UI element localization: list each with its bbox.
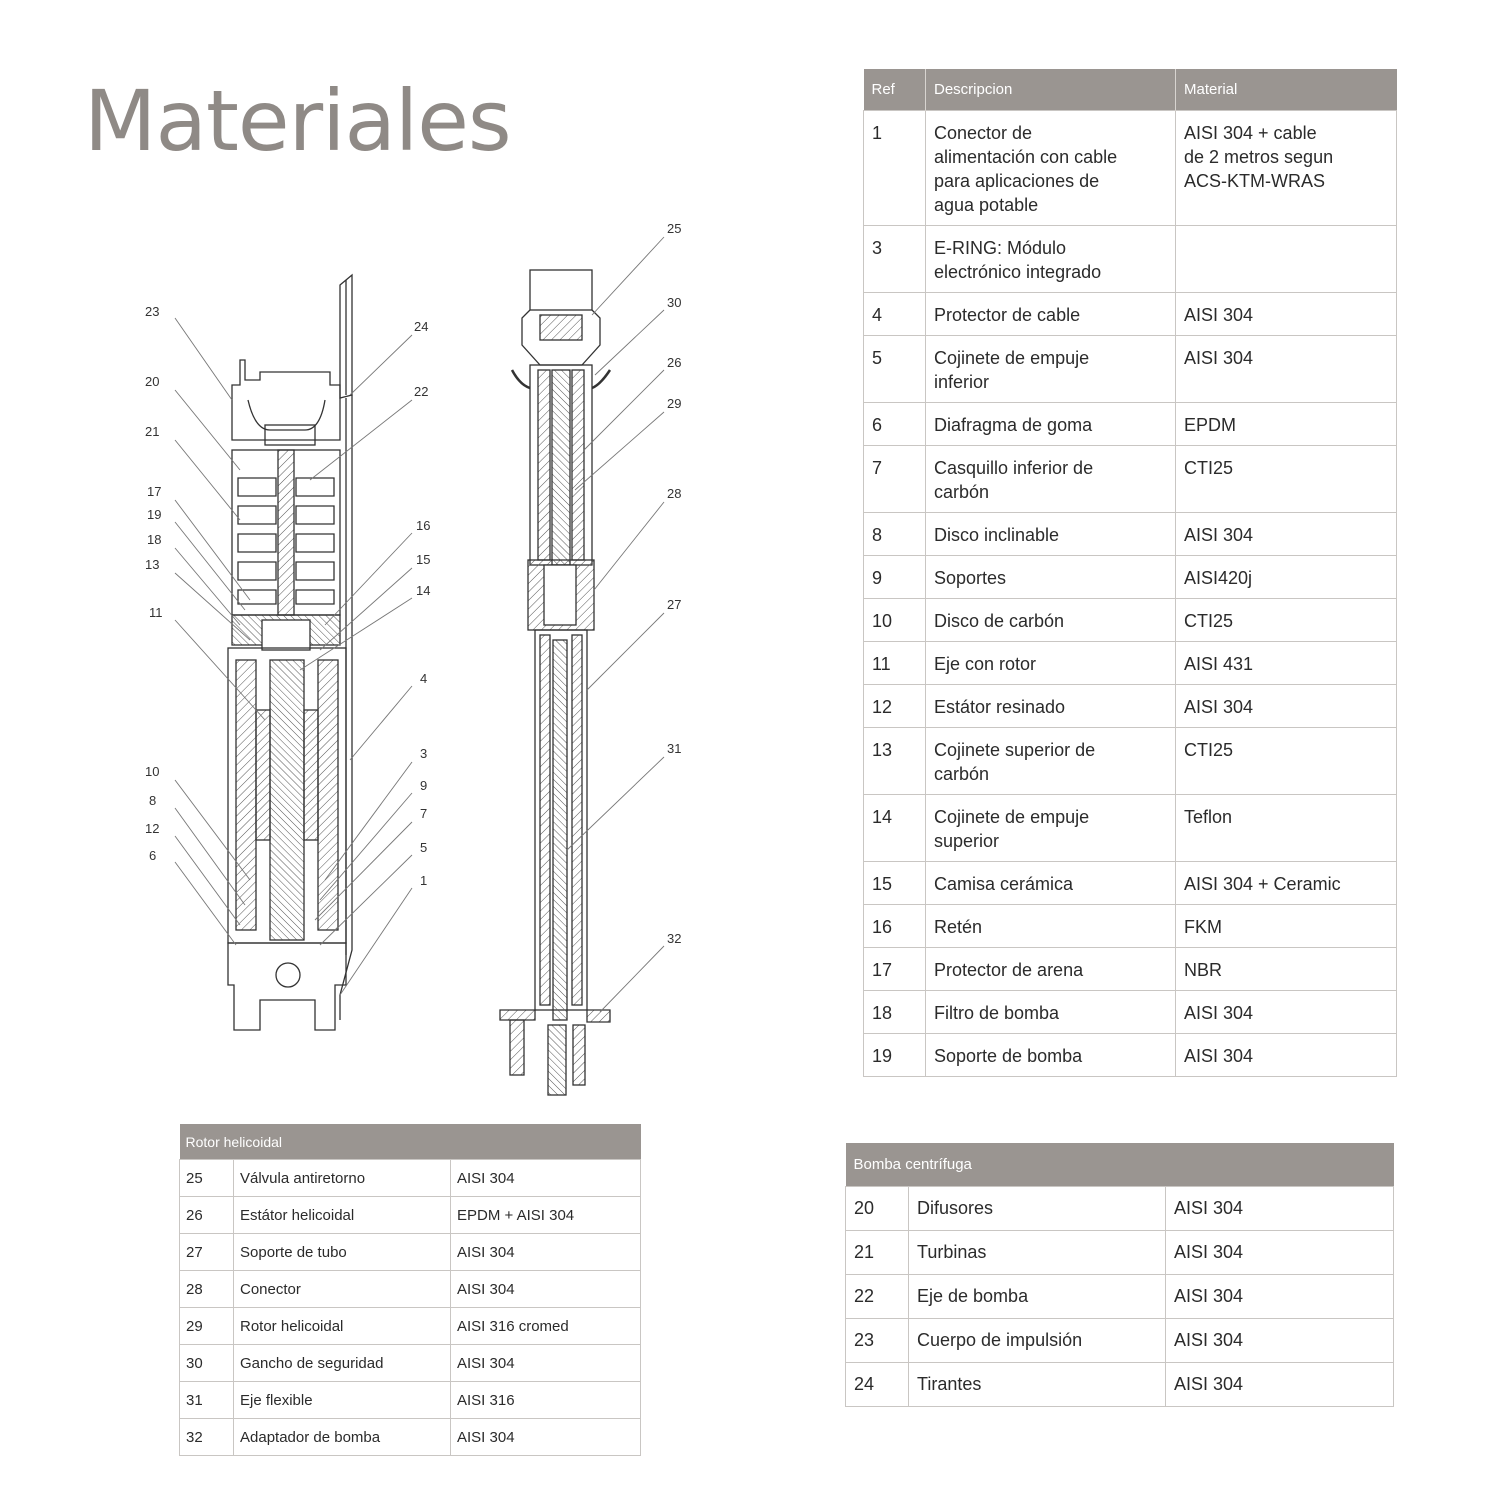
table-row [846,1319,1394,1363]
diagram-label: 17 [147,484,162,499]
cell-desc: Soporte de bomba [926,1034,1176,1077]
cell-material: AISI 304 [451,1345,641,1382]
diagram-label: 1 [420,873,428,888]
cell-desc: Estátor resinado [926,685,1176,728]
cell-material: AISI 431 [1176,642,1397,685]
cell-ref: 5 [864,336,926,403]
diagram-label: 22 [414,384,429,399]
cell-material: NBR [1176,948,1397,991]
diagram-label: 7 [420,806,428,821]
cell-material: FKM [1176,905,1397,948]
cell-material: AISI 304 [1166,1363,1394,1407]
table-row [864,991,1397,1034]
rotor-helicoidal-table [179,1124,641,1456]
cell-material: AISI 304 [451,1419,641,1456]
cell-desc: Eje de bomba [909,1275,1166,1319]
cell-ref: 6 [864,403,926,446]
cell-ref: 15 [864,862,926,905]
cell-desc: Protector de arena [926,948,1176,991]
diagram-label: 12 [145,821,160,836]
cell-desc: Conector de alimentación con cable para aplicaciones de agua potable [926,111,1176,226]
table-row [864,795,1397,862]
diagram-reference-labels [145,221,681,946]
cell-material: AISI 304 [1166,1319,1394,1363]
table-row [864,226,1397,293]
diagram-label: 27 [667,597,682,612]
cell-ref: 10 [864,599,926,642]
cell-desc: Soporte de tubo [234,1234,451,1271]
cell-desc: Conector [234,1271,451,1308]
cell-material: EPDM [1176,403,1397,446]
diagram-label: 26 [667,355,682,370]
diagram-label: 30 [667,295,682,310]
diagram-label: 5 [420,840,428,855]
diagram-label: 23 [145,304,160,319]
diagram-label: 16 [416,518,431,533]
table-row [180,1308,641,1345]
diagram-label: 29 [667,396,682,411]
centrifugal-table-title: Bomba centrífuga [846,1143,1394,1187]
cell-desc: Cojinete superior de carbón [926,728,1176,795]
cell-desc: Difusores [909,1187,1166,1231]
table-row [180,1345,641,1382]
cell-ref: 1 [864,111,926,226]
table-row [180,1271,641,1308]
table-row [864,685,1397,728]
table-row [846,1187,1394,1231]
diagram-label: 13 [145,557,160,572]
table-header-row [864,69,1397,111]
cell-desc: E-RING: Módulo electrónico integrado [926,226,1176,293]
cell-desc: Filtro de bomba [926,991,1176,1034]
cell-ref: 25 [180,1160,234,1197]
cell-material: AISI 304 + cable de 2 metros segun ACS-KTM-WRAS [1176,111,1397,226]
table-row [864,446,1397,513]
table-header-row [846,1143,1394,1187]
cell-desc: Estátor helicoidal [234,1197,451,1234]
cell-ref: 23 [846,1319,909,1363]
cell-material: AISI 304 [451,1160,641,1197]
cell-material: AISI 304 [1176,336,1397,403]
cell-ref: 3 [864,226,926,293]
cell-material: AISI 304 [1176,1034,1397,1077]
cell-ref: 20 [846,1187,909,1231]
cell-material: CTI25 [1176,728,1397,795]
cell-material: EPDM + AISI 304 [451,1197,641,1234]
cell-material: AISI 304 [1166,1231,1394,1275]
cell-desc: Cuerpo de impulsión [909,1319,1166,1363]
diagram-label: 4 [420,671,428,686]
cell-ref: 12 [864,685,926,728]
table-row [180,1197,641,1234]
cell-ref: 18 [864,991,926,1034]
helical-rotor-drawing [500,270,610,1095]
diagram-label: 20 [145,374,160,389]
cell-ref: 16 [864,905,926,948]
table-row [864,1034,1397,1077]
cell-desc: Cojinete de empuje inferior [926,336,1176,403]
diagram-label: 11 [149,605,163,620]
table-row [846,1231,1394,1275]
table-row [846,1275,1394,1319]
cell-ref: 11 [864,642,926,685]
diagram-label: 10 [145,764,160,779]
cell-desc: Tirantes [909,1363,1166,1407]
cell-ref: 24 [846,1363,909,1407]
cell-ref: 14 [864,795,926,862]
table-row [846,1363,1394,1407]
cell-desc: Cojinete de empuje superior [926,795,1176,862]
cell-desc: Gancho de seguridad [234,1345,451,1382]
column-header-descripcion: Descripcion [926,69,1176,111]
cell-material: AISI 304 [1166,1187,1394,1231]
cell-desc: Soportes [926,556,1176,599]
diagram-label: 21 [145,424,160,439]
diagram-label: 6 [149,848,157,863]
cell-material: AISI 304 [1176,293,1397,336]
table-row [864,111,1397,226]
table-row [180,1419,641,1456]
table-row [180,1160,641,1197]
table-row [864,948,1397,991]
table-row [864,862,1397,905]
cell-ref: 13 [864,728,926,795]
cell-desc: Eje flexible [234,1382,451,1419]
table-row [864,599,1397,642]
page-title: Materiales [84,72,511,170]
cell-desc: Camisa cerámica [926,862,1176,905]
cell-ref: 17 [864,948,926,991]
diagram-label: 31 [667,741,682,756]
bomba-centrifuga-table [845,1143,1394,1407]
cell-material: CTI25 [1176,599,1397,642]
table-row [864,556,1397,599]
diagram-label: 8 [149,793,157,808]
cell-ref: 28 [180,1271,234,1308]
cell-material: AISI 304 [451,1234,641,1271]
cell-desc: Disco de carbón [926,599,1176,642]
cell-material: AISI 304 [451,1271,641,1308]
diagram-label: 28 [667,486,682,501]
table-row [864,642,1397,685]
diagram-label: 18 [147,532,162,547]
cell-ref: 21 [846,1231,909,1275]
table-row [864,513,1397,556]
cell-material: AISI 304 [1166,1275,1394,1319]
cell-material: AISI 304 [1176,685,1397,728]
cell-ref: 26 [180,1197,234,1234]
cell-desc: Válvula antiretorno [234,1160,451,1197]
cell-ref: 32 [180,1419,234,1456]
rotor-table-title: Rotor helicoidal [180,1124,641,1160]
diagram-label: 3 [420,746,428,761]
centrifugal-pump-drawing [228,275,352,1030]
cell-material: Teflon [1176,795,1397,862]
cell-desc: Disco inclinable [926,513,1176,556]
cell-ref: 7 [864,446,926,513]
cell-material: AISI 316 [451,1382,641,1419]
cell-material: AISI 304 [1176,513,1397,556]
cell-desc: Adaptador de bomba [234,1419,451,1456]
table-row [864,403,1397,446]
table-row [864,905,1397,948]
cell-desc: Casquillo inferior de carbón [926,446,1176,513]
cell-desc: Rotor helicoidal [234,1308,451,1345]
cell-ref: 30 [180,1345,234,1382]
cell-ref: 29 [180,1308,234,1345]
table-row [180,1234,641,1271]
cell-desc: Protector de cable [926,293,1176,336]
cell-material: AISI 304 [1176,991,1397,1034]
cell-ref: 19 [864,1034,926,1077]
cell-material: AISI420j [1176,556,1397,599]
cell-ref: 22 [846,1275,909,1319]
cell-desc: Turbinas [909,1231,1166,1275]
diagram-label: 24 [414,319,429,334]
cell-material: AISI 316 cromed [451,1308,641,1345]
diagram-label: 25 [667,221,682,236]
diagram-label: 19 [147,507,162,522]
cell-ref: 27 [180,1234,234,1271]
table-header-row [180,1124,641,1160]
cell-ref: 8 [864,513,926,556]
cell-ref: 9 [864,556,926,599]
cell-material: CTI25 [1176,446,1397,513]
materials-table [863,69,1397,1077]
cell-material: AISI 304 + Ceramic [1176,862,1397,905]
cell-ref: 31 [180,1382,234,1419]
diagram-label: 9 [420,778,428,793]
cell-desc: Retén [926,905,1176,948]
table-row [864,728,1397,795]
cell-desc: Diafragma de goma [926,403,1176,446]
cell-desc: Eje con rotor [926,642,1176,685]
cell-material [1176,226,1397,293]
diagram-label: 32 [667,931,682,946]
column-header-ref: Ref [864,69,926,111]
table-row [864,293,1397,336]
diagram-label: 15 [416,552,431,567]
table-row [864,336,1397,403]
cell-ref: 4 [864,293,926,336]
table-row [180,1382,641,1419]
column-header-material: Material [1176,69,1397,111]
diagram-label: 14 [416,583,431,598]
